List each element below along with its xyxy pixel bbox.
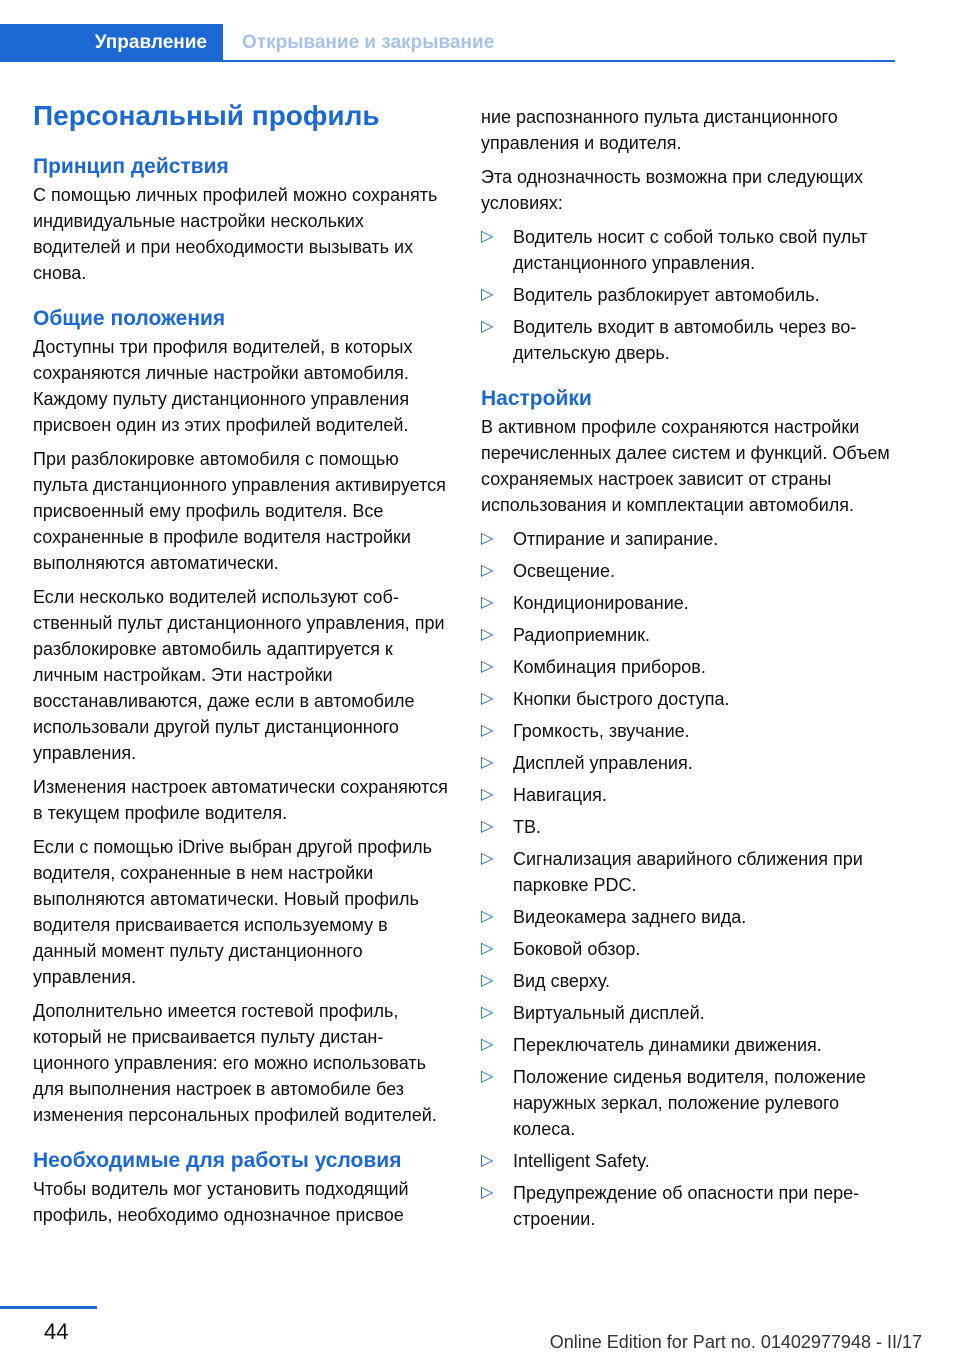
- paragraph: Доступны три профиля водителей, в которых сохраняются личные настройки автомобиля. Каждому пульту дистанционного управления присвоен один из этих профилей водителей.: [33, 337, 413, 435]
- list-item-text: Положение сиденья водителя, положение наружных зеркал, положение рулевого колеса.: [513, 1067, 866, 1139]
- triangle-bullet-icon: ▷: [481, 594, 494, 611]
- triangle-bullet-icon: ▷: [481, 1184, 494, 1201]
- left-column: [33, 96, 449, 1236]
- triangle-bullet-icon: ▷: [481, 722, 494, 739]
- conditions-list: [481, 224, 899, 366]
- paragraph: При разблокировке автомобиля с помощью пульта дистанционного управления активируется присвоенный ему профиль водителя. Все сохраненные в профиле водителя настройки выполняются автоматически.: [33, 449, 446, 573]
- paragraph: Если с помощью iDrive выбран другой профиль водителя, сохраненные в нем настройки выполняются автоматически. Новый профиль водителя присваивается используемому в данный момент пульту дистанционного управления.: [33, 837, 433, 987]
- footer-divider: [0, 1306, 97, 1309]
- paragraph: С помощью личных профилей можно сохранять индивидуальные настройки нескольких водителей и при необходимости вызывать их снова.: [33, 185, 438, 283]
- list-item-text: Освещение.: [513, 561, 615, 581]
- section-conditions: [33, 1146, 449, 1228]
- paragraph: Если несколько водителей используют собственный пульт дистанционного управления, при разблокировке автомобиль адаптируется к личным настройкам. Эти настройки восстанавливаются, даже если в автомобиле использовали другой пульт дистанционного управления.: [33, 587, 445, 763]
- list-item: [481, 1064, 899, 1142]
- header: [0, 0, 960, 64]
- list-item-text: Сигнализация аварийного сближения при парковке PDC.: [513, 849, 863, 895]
- section-heading: Принцип действия: [33, 155, 229, 178]
- page-title: Персональный профиль: [33, 100, 380, 131]
- list-item: [481, 846, 899, 898]
- list-item-text: Навигация.: [513, 785, 607, 805]
- list-item-text: Радиоприемник.: [513, 625, 651, 645]
- triangle-bullet-icon: ▷: [481, 690, 494, 707]
- list-item: [481, 904, 899, 930]
- paragraph: Дополнительно имеется гостевой профиль, который не присваивается пульту дистанционного управления: его можно использовать для выполнения настроек в автомобиле без изменения персональных профилей водителей.: [33, 1001, 437, 1125]
- triangle-bullet-icon: ▷: [481, 908, 494, 925]
- list-item-text: Громкость, звучание.: [513, 721, 690, 741]
- triangle-bullet-icon: ▷: [481, 318, 494, 335]
- section-heading: Необходимые для работы условия: [33, 1149, 402, 1172]
- page-number: 44: [44, 1319, 69, 1344]
- section-settings: [481, 384, 899, 1232]
- list-item-text: Переключатель динамики движения.: [513, 1035, 822, 1055]
- list-item-text: Боковой обзор.: [513, 939, 641, 959]
- list-item: [481, 526, 899, 552]
- paragraph: Чтобы водитель мог установить подходящий профиль, необходимо однозначное присвое: [33, 1179, 409, 1225]
- triangle-bullet-icon: ▷: [481, 972, 494, 989]
- list-item: [481, 1000, 899, 1026]
- list-item-text: Водитель разблокирует автомобиль.: [513, 285, 820, 305]
- tab-chapter[interactable]: Открывание и закрывание: [242, 32, 495, 53]
- tab-section[interactable]: Управление: [0, 24, 223, 62]
- list-item: [481, 1180, 899, 1232]
- triangle-bullet-icon: ▷: [481, 530, 494, 547]
- list-item-text: Дисплей управления.: [513, 753, 693, 773]
- triangle-bullet-icon: ▷: [481, 940, 494, 957]
- list-item: [481, 1148, 899, 1174]
- list-item: [481, 968, 899, 994]
- list-item: [481, 750, 899, 776]
- list-item-text: Кнопки быстрого доступа.: [513, 689, 730, 709]
- paragraph: ние распознанного пульта дистанционного управления и водителя.: [481, 107, 838, 153]
- header-divider: [223, 60, 895, 62]
- list-item: [481, 814, 899, 840]
- triangle-bullet-icon: ▷: [481, 850, 494, 867]
- triangle-bullet-icon: ▷: [481, 1004, 494, 1021]
- list-item: [481, 1032, 899, 1058]
- list-item-text: Видеокамера заднего вида.: [513, 907, 747, 927]
- list-item-text: Водитель входит в автомобиль через водительскую дверь.: [513, 317, 857, 363]
- list-item: [481, 936, 899, 962]
- triangle-bullet-icon: ▷: [481, 786, 494, 803]
- triangle-bullet-icon: ▷: [481, 286, 494, 303]
- settings-list: [481, 526, 899, 1232]
- list-item-text: Предупреждение об опасности при перестроении.: [513, 1183, 860, 1229]
- section-principle: [33, 152, 449, 286]
- section-heading: Общие положения: [33, 307, 226, 330]
- list-item-text: Комбинация приборов.: [513, 657, 706, 677]
- list-item: [481, 686, 899, 712]
- triangle-bullet-icon: ▷: [481, 626, 494, 643]
- triangle-bullet-icon: ▷: [481, 228, 494, 245]
- triangle-bullet-icon: ▷: [481, 754, 494, 771]
- list-item-text: Отпирание и запирание.: [513, 529, 719, 549]
- list-item: [481, 718, 899, 744]
- list-item-text: Виртуальный дисплей.: [513, 1003, 705, 1023]
- section-heading: Настройки: [481, 387, 592, 410]
- triangle-bullet-icon: ▷: [481, 1152, 494, 1169]
- list-item: [481, 654, 899, 680]
- list-item: [481, 622, 899, 648]
- triangle-bullet-icon: ▷: [481, 562, 494, 579]
- paragraph: В активном профиле сохраняются настройки перечисленных далее систем и функций. Объем сохраняемых настроек зависит от страны использования и комплектации автомобиля.: [481, 417, 890, 515]
- list-item: [481, 558, 899, 584]
- paragraph: Эта однозначность возможна при следующих условиях:: [481, 167, 864, 213]
- triangle-bullet-icon: ▷: [481, 658, 494, 675]
- list-item-text: Intelligent Safety.: [513, 1151, 650, 1171]
- list-item-text: Водитель носит с собой только свой пульт дистанционного управления.: [513, 227, 868, 273]
- paragraph: Изменения настроек автоматически сохраняются в текущем профиле водителя.: [33, 777, 448, 823]
- section-general: [33, 304, 449, 1128]
- list-item: [481, 282, 899, 308]
- list-item: [481, 590, 899, 616]
- triangle-bullet-icon: ▷: [481, 818, 494, 835]
- list-item-text: Кондиционирование.: [513, 593, 689, 613]
- triangle-bullet-icon: ▷: [481, 1036, 494, 1053]
- triangle-bullet-icon: ▷: [481, 1068, 494, 1085]
- list-item: [481, 314, 899, 366]
- list-item-text: Вид сверху.: [513, 971, 610, 991]
- list-item: [481, 782, 899, 808]
- right-column: [481, 96, 899, 1238]
- list-item: [481, 224, 899, 276]
- edition-note: Online Edition for Part no. 01402977948 - II/17: [549, 1332, 922, 1352]
- list-item-text: ТВ.: [513, 817, 542, 837]
